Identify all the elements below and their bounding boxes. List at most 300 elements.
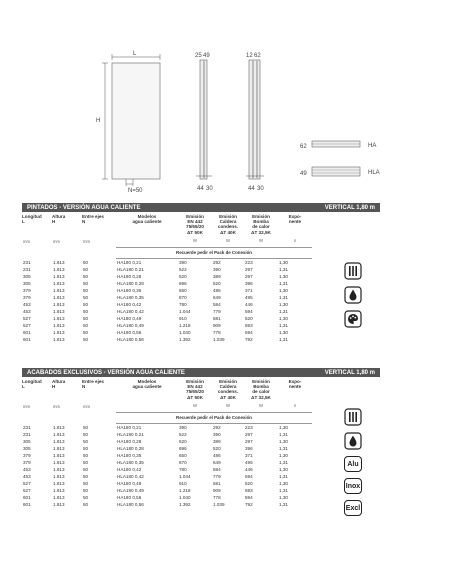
cell-modelos: HA180 0,56: [117, 329, 142, 335]
cell-modelos: HLA180 0,49: [117, 487, 144, 493]
technical-diagram: [0, 0, 452, 200]
section-header: [22, 203, 380, 212]
unit-mm: mm: [83, 403, 90, 409]
section-header: [22, 368, 380, 377]
cell-longitud: 379: [23, 287, 31, 293]
header-line: Altura: [52, 214, 66, 219]
cell-altura: 1.813: [53, 273, 65, 279]
cell-exponente: 1,31: [279, 308, 288, 314]
header-line: ΔT 40K: [220, 394, 236, 400]
cell-ejes: 50: [83, 452, 89, 458]
cell-emision: 650: [179, 287, 187, 293]
header-line: 75/65/20: [186, 389, 204, 395]
cell-exponente: 1,30: [279, 480, 288, 486]
column-header-caldera: [212, 212, 244, 235]
table-row: [22, 466, 312, 473]
cell-longitud: 453: [23, 301, 31, 307]
cell-exponente: 1,30: [279, 452, 288, 458]
table-row: [22, 287, 312, 294]
header-line: condens.: [217, 389, 239, 395]
cell-exponente: 1,31: [279, 322, 288, 328]
header-line: Entre ejes: [82, 214, 104, 219]
table-row: [22, 445, 312, 452]
cell-modelos: HLA180 0,56: [117, 501, 144, 507]
table-row: [22, 494, 312, 501]
header-line: ΔT 50K: [187, 229, 203, 235]
table-row: [22, 322, 312, 329]
svg-text:49: 49: [300, 171, 307, 177]
cell-modelos: HLA180 0,21: [117, 431, 144, 437]
cell-bomba: 792: [245, 336, 253, 342]
table-row: [22, 487, 312, 494]
section-subtitle: VERTICAL 1,80 m: [324, 369, 375, 376]
cell-caldera: 1.039: [213, 501, 225, 507]
header-line: EN 442: [187, 219, 203, 225]
cell-ejes: 50: [83, 501, 89, 507]
header-line: Altura: [52, 379, 66, 384]
cell-ejes: 50: [83, 466, 89, 472]
cell-ejes: 50: [83, 329, 89, 335]
cell-caldera: 778: [213, 329, 221, 335]
cell-altura: 1.813: [53, 445, 65, 451]
svg-text:62: 62: [300, 144, 307, 150]
header-line: nente: [288, 384, 302, 390]
cell-emision: 650: [179, 452, 187, 458]
cell-altura: 1.813: [53, 280, 65, 286]
section-subtitle: VERTICAL 1,80 m: [324, 204, 375, 211]
svg-text:49: 49: [203, 53, 210, 59]
cell-modelos: HA180 0,28: [117, 438, 142, 444]
cell-emision: 1.218: [179, 322, 191, 328]
cell-emision: 870: [179, 459, 187, 465]
radiator-icon: [344, 408, 362, 426]
header-line: agua caliente: [132, 219, 162, 225]
cell-longitud: 601: [23, 336, 31, 342]
header-line: ΔT 50K: [187, 394, 203, 400]
dim-N: N=50: [128, 188, 143, 194]
table-row: [22, 280, 312, 287]
cell-modelos: HA180 0,21: [117, 424, 142, 430]
header-line: ΔT 40K: [220, 229, 236, 235]
unit-bomba: W: [259, 238, 263, 244]
cell-caldera: 779: [213, 473, 221, 479]
cell-exponente: 1,30: [279, 259, 288, 265]
cell-modelos: HLA180 0,28: [117, 280, 144, 286]
cell-modelos: HA180 0,21: [117, 259, 142, 265]
cell-altura: 1.813: [53, 466, 65, 472]
cell-bomba: 297: [245, 273, 253, 279]
cell-longitud: 601: [23, 501, 31, 507]
section-pintados: [22, 203, 380, 343]
header-line: L: [22, 219, 25, 225]
cell-altura: 1.813: [53, 301, 65, 307]
cell-longitud: 453: [23, 473, 31, 479]
cell-modelos: HLA180 0,21: [117, 266, 144, 272]
cell-exponente: 1,30: [279, 438, 288, 444]
cell-emision: 1.392: [179, 336, 191, 342]
cell-bomba: 396: [245, 445, 253, 451]
cell-emision: 696: [179, 445, 187, 451]
column-header-bomba: [244, 377, 278, 400]
cell-emision: 780: [179, 466, 187, 472]
cell-caldera: 520: [213, 280, 221, 286]
header-line: N: [82, 384, 86, 390]
cell-emision: 870: [179, 294, 187, 300]
cell-altura: 1.813: [53, 322, 65, 328]
cell-altura: 1.813: [53, 266, 65, 272]
cell-caldera: 292: [213, 424, 221, 430]
cell-emision: 1.218: [179, 487, 191, 493]
cell-altura: 1.813: [53, 501, 65, 507]
header-line: Emisión: [219, 379, 237, 384]
cell-exponente: 1,30: [279, 424, 288, 430]
cell-modelos: HA180 0,42: [117, 301, 142, 307]
cell-bomba: 223: [245, 424, 253, 430]
cell-caldera: 681: [213, 315, 221, 321]
cell-ejes: 50: [83, 315, 89, 321]
table-row: [22, 459, 312, 466]
svg-text:25: 25: [195, 53, 202, 59]
cell-ejes: 50: [83, 259, 89, 265]
column-header-longitud: [22, 212, 52, 235]
cell-caldera: 486: [213, 452, 221, 458]
cell-emision: 1.040: [179, 494, 191, 500]
svg-text:62: 62: [254, 53, 261, 59]
note-spacer: [22, 412, 116, 423]
header-line: nente: [288, 219, 302, 225]
section-title: PINTADOS - VERSIÓN AGUA CALIENTE: [27, 204, 141, 211]
cell-ejes: 50: [83, 322, 89, 328]
cell-longitud: 305: [23, 273, 31, 279]
header-line: 75/65/20: [186, 224, 204, 230]
cell-longitud: 527: [23, 487, 31, 493]
cell-modelos: HA180 0,28: [117, 273, 142, 279]
table-row: [22, 329, 312, 336]
cell-exponente: 1,31: [279, 501, 288, 507]
cell-caldera: 649: [213, 459, 221, 465]
spec-table: [22, 377, 312, 508]
unit-mm: mm: [53, 238, 60, 244]
cell-caldera: 909: [213, 322, 221, 328]
cell-exponente: 1,31: [279, 459, 288, 465]
cell-longitud: 379: [23, 459, 31, 465]
section-title: ACABADOS EXCLUSIVOS - VERSIÓN AGUA CALIENTE: [27, 369, 185, 376]
cell-ejes: 50: [83, 459, 89, 465]
cell-ejes: 50: [83, 445, 89, 451]
table-row: [22, 501, 312, 508]
cell-ejes: 50: [83, 308, 89, 314]
cell-caldera: 1.039: [213, 336, 225, 342]
header-line: agua caliente: [132, 384, 162, 390]
cell-altura: 1.813: [53, 494, 65, 500]
header-line: ΔT 32,5K: [251, 394, 271, 400]
cell-longitud: 527: [23, 322, 31, 328]
svg-text:HA: HA: [368, 143, 377, 149]
cell-longitud: 231: [23, 424, 31, 430]
cell-ejes: 50: [83, 336, 89, 342]
cell-caldera: 649: [213, 294, 221, 300]
table-row: [22, 480, 312, 487]
header-line: condens.: [217, 224, 239, 230]
cell-emision: 1.044: [179, 473, 191, 479]
cell-ejes: 50: [83, 473, 89, 479]
cell-emision: 390: [179, 424, 187, 430]
cell-ejes: 50: [83, 438, 89, 444]
header-line: Caldera: [219, 219, 237, 225]
svg-text:HLA: HLA: [368, 170, 380, 176]
header-line: Bomba: [253, 219, 269, 225]
svg-text:44: 44: [197, 186, 204, 192]
column-header-ejes: [82, 212, 116, 235]
column-header-exponente: [278, 212, 312, 235]
cell-altura: 1.813: [53, 431, 65, 437]
cell-bomba: 446: [245, 301, 253, 307]
cell-emision: 1.392: [179, 501, 191, 507]
cell-exponente: 1,31: [279, 431, 288, 437]
cell-exponente: 1,31: [279, 294, 288, 300]
column-header-emision: [178, 212, 212, 235]
header-line: EN 442: [187, 384, 203, 390]
cell-longitud: 601: [23, 494, 31, 500]
header-line: Expo-: [288, 379, 302, 384]
cell-bomba: 297: [245, 438, 253, 444]
cell-altura: 1.813: [53, 459, 65, 465]
header-line: Entre ejes: [82, 379, 104, 384]
cell-bomba: 594: [245, 494, 253, 500]
cell-exponente: 1,30: [279, 329, 288, 335]
column-header-emision: [178, 377, 212, 400]
cell-bomba: 297: [245, 431, 253, 437]
table-row: [22, 294, 312, 301]
cell-longitud: 453: [23, 308, 31, 314]
cell-emision: 1.040: [179, 329, 191, 335]
cell-ejes: 50: [83, 431, 89, 437]
water-drop-icon: [344, 286, 362, 304]
cell-ejes: 50: [83, 424, 89, 430]
header-line: Bomba: [253, 384, 269, 390]
unit-empty: [116, 235, 178, 248]
header-line: Longitud: [22, 214, 42, 219]
cell-emision: 1.044: [179, 308, 191, 314]
unit-exponente: n: [293, 403, 297, 409]
cell-exponente: 1,31: [279, 266, 288, 272]
cell-emision: 696: [179, 280, 187, 286]
header-line: Modelos: [137, 379, 157, 384]
table-header: [22, 377, 312, 400]
cell-bomba: 520: [245, 315, 253, 321]
pack-conexion-note: Recuerde pedir el Pack de Conexión: [116, 412, 312, 423]
header-line: Longitud: [22, 379, 42, 384]
cell-caldera: 389: [213, 273, 221, 279]
cell-exponente: 1,31: [279, 280, 288, 286]
cell-longitud: 453: [23, 466, 31, 472]
cell-longitud: 601: [23, 329, 31, 335]
header-line: Modelos: [137, 214, 157, 219]
cell-caldera: 292: [213, 259, 221, 265]
cell-longitud: 305: [23, 445, 31, 451]
column-header-caldera: [212, 377, 244, 400]
alu-badge: Alu: [344, 456, 362, 472]
column-header-altura: [52, 212, 82, 235]
cell-exponente: 1,31: [279, 487, 288, 493]
cell-bomba: 371: [245, 452, 253, 458]
icons-section-2: [344, 408, 366, 522]
cell-altura: 1.813: [53, 480, 65, 486]
cell-longitud: 379: [23, 294, 31, 300]
cell-caldera: 486: [213, 287, 221, 293]
header-line: Emisión: [219, 214, 237, 219]
excl-badge: Excl: [344, 500, 362, 516]
cell-bomba: 693: [245, 487, 253, 493]
column-header-modelos: [116, 212, 178, 235]
cell-modelos: HA180 0,56: [117, 494, 142, 500]
cell-exponente: 1,31: [279, 336, 288, 342]
dim-L: L: [133, 51, 137, 57]
cell-modelos: HA180 0,49: [117, 315, 142, 321]
table-row: [22, 315, 312, 322]
table-row: [22, 431, 312, 438]
cell-exponente: 1,31: [279, 445, 288, 451]
table-row: [22, 301, 312, 308]
table-row: [22, 452, 312, 459]
cell-modelos: HLA180 0,56: [117, 336, 144, 342]
table-row: [22, 336, 312, 343]
cell-bomba: 446: [245, 466, 253, 472]
cell-longitud: 231: [23, 266, 31, 272]
cell-altura: 1.813: [53, 259, 65, 265]
cell-exponente: 1,30: [279, 494, 288, 500]
column-header-longitud: [22, 377, 52, 400]
column-header-bomba: [244, 212, 278, 235]
cell-modelos: HLA180 0,42: [117, 308, 144, 314]
front-view: [96, 51, 160, 194]
radiator-icon: [344, 262, 362, 280]
note-spacer: [22, 247, 116, 258]
cell-bomba: 495: [245, 294, 253, 300]
table-row: [22, 473, 312, 480]
top-view-ha: [300, 141, 376, 150]
cell-bomba: 594: [245, 329, 253, 335]
header-line: Emisión: [252, 214, 270, 219]
cell-altura: 1.813: [53, 438, 65, 444]
cell-ejes: 50: [83, 294, 89, 300]
palette-icon: [344, 310, 362, 328]
side-view-b: [246, 53, 264, 192]
cell-exponente: 1,31: [279, 473, 288, 479]
cell-modelos: HLA180 0,35: [117, 294, 144, 300]
cell-bomba: 693: [245, 322, 253, 328]
cell-longitud: 527: [23, 480, 31, 486]
cell-longitud: 379: [23, 452, 31, 458]
cell-caldera: 778: [213, 494, 221, 500]
unit-mm: mm: [23, 403, 30, 409]
cell-altura: 1.813: [53, 329, 65, 335]
cell-exponente: 1,30: [279, 315, 288, 321]
cell-bomba: 520: [245, 480, 253, 486]
cell-emision: 390: [179, 259, 187, 265]
cell-exponente: 1,30: [279, 287, 288, 293]
cell-modelos: HA180 0,35: [117, 452, 142, 458]
header-line: N: [82, 219, 86, 225]
header-line: ΔT 32,5K: [251, 229, 271, 235]
header-line: Emisión: [186, 214, 204, 219]
cell-ejes: 50: [83, 280, 89, 286]
cell-caldera: 389: [213, 438, 221, 444]
unit-caldera: W: [226, 238, 230, 244]
cell-altura: 1.813: [53, 287, 65, 293]
header-line: de calor: [252, 224, 270, 230]
unit-caldera: W: [226, 403, 230, 409]
svg-text:12: 12: [246, 53, 253, 59]
pack-conexion-note: Recuerde pedir el Pack de Conexión: [116, 247, 312, 258]
water-drop-icon: [344, 432, 362, 450]
unit-mm: mm: [53, 403, 60, 409]
unit-bomba: W: [259, 403, 263, 409]
header-line: de calor: [252, 389, 270, 395]
cell-exponente: 1,30: [279, 466, 288, 472]
side-view-a: [195, 53, 213, 192]
column-header-altura: [52, 377, 82, 400]
table-row: [22, 308, 312, 315]
cell-emision: 910: [179, 480, 187, 486]
dim-H: H: [96, 118, 101, 124]
cell-caldera: 681: [213, 480, 221, 486]
cell-altura: 1.813: [53, 308, 65, 314]
table-row: [22, 266, 312, 273]
cell-emision: 522: [179, 266, 187, 272]
cell-modelos: HLA180 0,49: [117, 322, 144, 328]
cell-modelos: HA180 0,49: [117, 480, 142, 486]
column-header-ejes: [82, 377, 116, 400]
cell-altura: 1.813: [53, 294, 65, 300]
cell-caldera: 779: [213, 308, 221, 314]
cell-altura: 1.813: [53, 487, 65, 493]
cell-caldera: 390: [213, 266, 221, 272]
header-line: Emisión: [186, 379, 204, 384]
cell-emision: 520: [179, 438, 187, 444]
cell-caldera: 390: [213, 431, 221, 437]
cell-caldera: 584: [213, 466, 221, 472]
cell-bomba: 297: [245, 266, 253, 272]
cell-ejes: 50: [83, 487, 89, 493]
table-row: [22, 423, 312, 431]
cell-altura: 1.813: [53, 336, 65, 342]
cell-modelos: HA180 0,42: [117, 466, 142, 472]
cell-longitud: 527: [23, 315, 31, 321]
cell-bomba: 594: [245, 308, 253, 314]
cell-caldera: 520: [213, 445, 221, 451]
cell-longitud: 231: [23, 431, 31, 437]
cell-modelos: HLA180 0,35: [117, 459, 144, 465]
header-line: H: [52, 384, 56, 390]
table-header: [22, 212, 312, 235]
cell-bomba: 223: [245, 259, 253, 265]
cell-altura: 1.813: [53, 424, 65, 430]
cell-emision: 522: [179, 431, 187, 437]
cell-exponente: 1,30: [279, 273, 288, 279]
cell-ejes: 50: [83, 287, 89, 293]
cell-altura: 1.813: [53, 452, 65, 458]
cell-exponente: 1,30: [279, 301, 288, 307]
table-row: [22, 273, 312, 280]
top-view-hla: [300, 167, 380, 177]
unit-mm: mm: [23, 238, 30, 244]
cell-emision: 520: [179, 273, 187, 279]
cell-bomba: 371: [245, 287, 253, 293]
cell-longitud: 231: [23, 259, 31, 265]
cell-altura: 1.813: [53, 315, 65, 321]
unit-emision: W: [193, 238, 197, 244]
